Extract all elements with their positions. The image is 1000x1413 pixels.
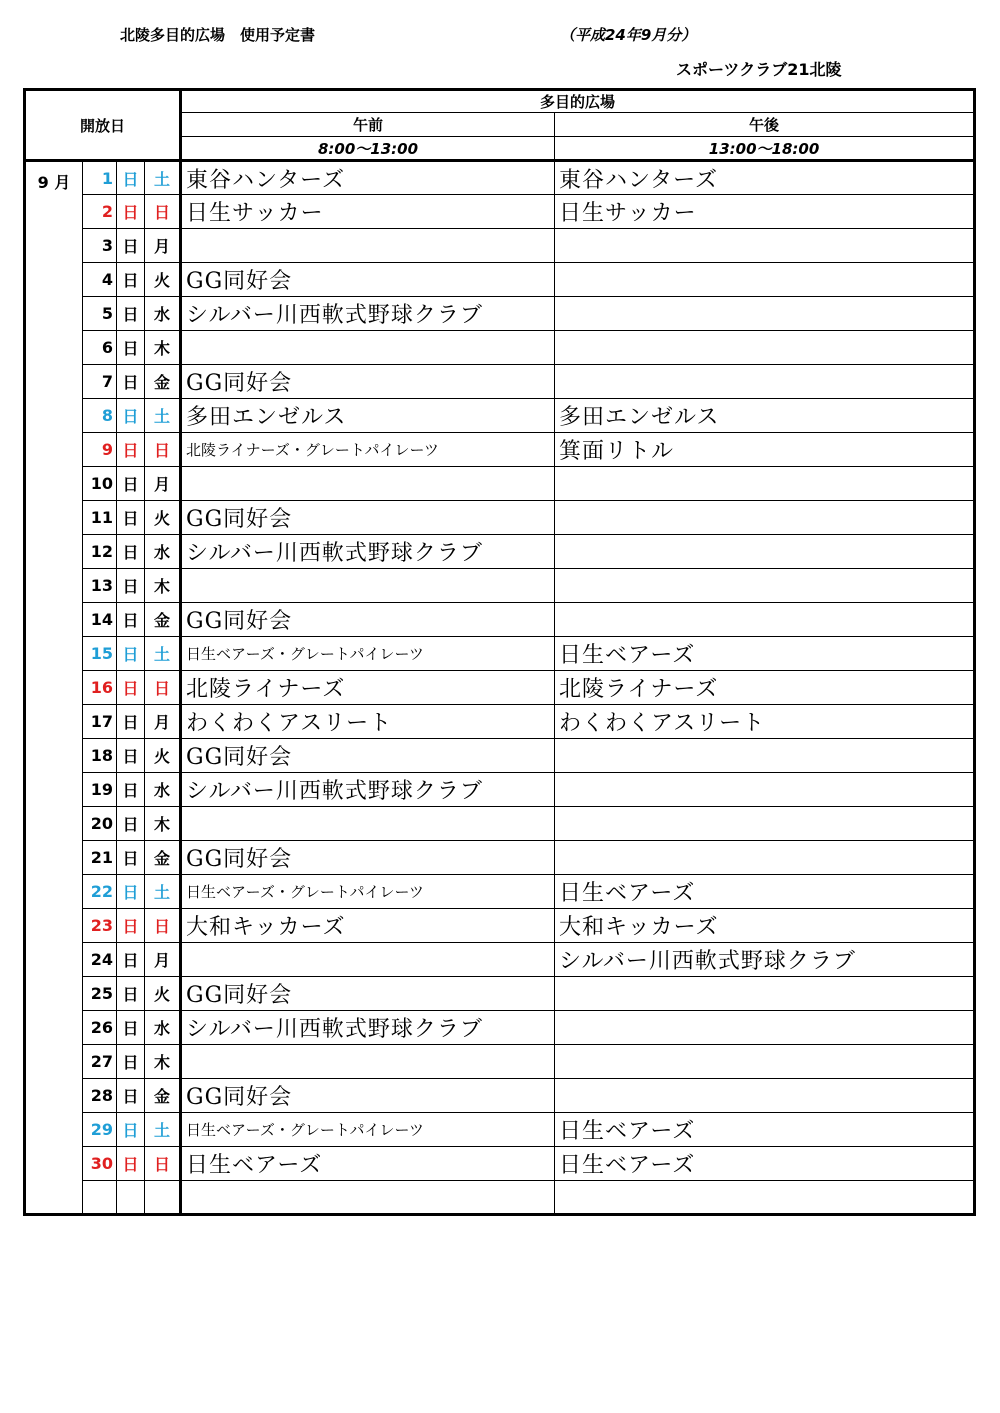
morning-booking: GG同好会 — [181, 977, 555, 1011]
weekday: 月 — [145, 943, 181, 977]
day-number: 2 — [83, 195, 117, 229]
morning-booking — [181, 229, 555, 263]
schedule-row — [25, 263, 975, 297]
weekday: 月 — [145, 229, 181, 263]
weekday: 金 — [145, 603, 181, 637]
weekday: 金 — [145, 365, 181, 399]
schedule-row — [25, 807, 975, 841]
day-number: 12 — [83, 535, 117, 569]
organization-name: スポーツクラブ21北陵 — [676, 60, 842, 79]
morning-booking: 日生ベアーズ・グレートパイレーツ — [181, 637, 555, 671]
day-number: 26 — [83, 1011, 117, 1045]
weekday: 日 — [145, 909, 181, 943]
day-number — [83, 1181, 117, 1215]
schedule-row — [25, 331, 975, 365]
day-unit: 日 — [117, 161, 145, 195]
morning-booking: 多田エンゼルス — [181, 399, 555, 433]
weekday: 木 — [145, 807, 181, 841]
morning-booking: 東谷ハンターズ — [181, 161, 555, 195]
day-number: 20 — [83, 807, 117, 841]
afternoon-header: 午後 — [555, 113, 975, 137]
morning-booking — [181, 569, 555, 603]
weekday: 土 — [145, 637, 181, 671]
weekday: 水 — [145, 1011, 181, 1045]
afternoon-booking: 日生ベアーズ — [555, 1113, 975, 1147]
day-number: 5 — [83, 297, 117, 331]
weekday: 火 — [145, 977, 181, 1011]
afternoon-booking — [555, 1011, 975, 1045]
morning-booking — [181, 807, 555, 841]
weekday: 日 — [145, 433, 181, 467]
schedule-row — [25, 1147, 975, 1181]
schedule-table — [23, 88, 976, 1216]
morning-booking: シルバー川西軟式野球クラブ — [181, 773, 555, 807]
schedule-row — [25, 705, 975, 739]
day-unit: 日 — [117, 943, 145, 977]
day-unit: 日 — [117, 195, 145, 229]
morning-booking: シルバー川西軟式野球クラブ — [181, 297, 555, 331]
weekday: 日 — [145, 195, 181, 229]
day-unit: 日 — [117, 1113, 145, 1147]
morning-booking: GG同好会 — [181, 501, 555, 535]
day-unit: 日 — [117, 1079, 145, 1113]
weekday: 月 — [145, 705, 181, 739]
day-number: 6 — [83, 331, 117, 365]
day-number: 8 — [83, 399, 117, 433]
afternoon-booking — [555, 501, 975, 535]
morning-booking: シルバー川西軟式野球クラブ — [181, 1011, 555, 1045]
afternoon-booking — [555, 297, 975, 331]
day-number: 23 — [83, 909, 117, 943]
schedule-row — [25, 1011, 975, 1045]
day-number: 30 — [83, 1147, 117, 1181]
morning-booking: GG同好会 — [181, 365, 555, 399]
document-title: 北陵多目的広場 使用予定書 — [120, 26, 316, 44]
day-unit: 日 — [117, 739, 145, 773]
afternoon-booking: 多田エンゼルス — [555, 399, 975, 433]
day-unit: 日 — [117, 365, 145, 399]
day-unit: 日 — [117, 841, 145, 875]
schedule-row — [25, 365, 975, 399]
schedule-row — [25, 1181, 975, 1215]
weekday: 土 — [145, 1113, 181, 1147]
schedule-row — [25, 297, 975, 331]
day-unit: 日 — [117, 501, 145, 535]
schedule-row — [25, 875, 975, 909]
day-number: 18 — [83, 739, 117, 773]
day-number: 1 — [83, 161, 117, 195]
day-unit: 日 — [117, 977, 145, 1011]
day-number: 7 — [83, 365, 117, 399]
day-unit: 日 — [117, 1147, 145, 1181]
day-unit: 日 — [117, 1045, 145, 1079]
morning-booking: GG同好会 — [181, 1079, 555, 1113]
schedule-row — [25, 1113, 975, 1147]
schedule-row — [25, 739, 975, 773]
day-number: 11 — [83, 501, 117, 535]
day-number: 10 — [83, 467, 117, 501]
schedule-row — [25, 433, 975, 467]
schedule-row — [25, 603, 975, 637]
morning-booking: GG同好会 — [181, 603, 555, 637]
afternoon-booking: わくわくアスリート — [555, 705, 975, 739]
afternoon-booking — [555, 1181, 975, 1215]
schedule-row — [25, 569, 975, 603]
weekday: 火 — [145, 263, 181, 297]
morning-booking: シルバー川西軟式野球クラブ — [181, 535, 555, 569]
day-number: 22 — [83, 875, 117, 909]
day-unit: 日 — [117, 637, 145, 671]
day-number: 15 — [83, 637, 117, 671]
afternoon-booking: 日生サッカー — [555, 195, 975, 229]
day-unit: 日 — [117, 331, 145, 365]
morning-booking: 日生ベアーズ — [181, 1147, 555, 1181]
morning-booking — [181, 1045, 555, 1079]
day-unit: 日 — [117, 1011, 145, 1045]
morning-booking: 北陵ライナーズ・グレートパイレーツ — [181, 433, 555, 467]
day-number: 28 — [83, 1079, 117, 1113]
schedule-row — [25, 1045, 975, 1079]
schedule-row — [25, 399, 975, 433]
afternoon-booking — [555, 263, 975, 297]
afternoon-booking: シルバー川西軟式野球クラブ — [555, 943, 975, 977]
day-unit: 日 — [117, 399, 145, 433]
day-number: 4 — [83, 263, 117, 297]
afternoon-booking — [555, 569, 975, 603]
open-day-header: 開放日 — [25, 90, 181, 161]
afternoon-booking — [555, 807, 975, 841]
morning-booking — [181, 331, 555, 365]
weekday: 日 — [145, 671, 181, 705]
day-number: 19 — [83, 773, 117, 807]
afternoon-booking — [555, 739, 975, 773]
schedule-row — [25, 637, 975, 671]
weekday: 土 — [145, 161, 181, 195]
schedule-row — [25, 977, 975, 1011]
afternoon-booking: 大和キッカーズ — [555, 909, 975, 943]
afternoon-booking: 北陵ライナーズ — [555, 671, 975, 705]
morning-booking: GG同好会 — [181, 263, 555, 297]
day-unit: 日 — [117, 705, 145, 739]
morning-booking: 日生サッカー — [181, 195, 555, 229]
day-unit: 日 — [117, 467, 145, 501]
day-unit: 日 — [117, 875, 145, 909]
day-number: 9 — [83, 433, 117, 467]
day-number: 3 — [83, 229, 117, 263]
schedule-row — [25, 501, 975, 535]
day-unit: 日 — [117, 229, 145, 263]
weekday: 土 — [145, 875, 181, 909]
weekday — [145, 1181, 181, 1215]
morning-booking: 北陵ライナーズ — [181, 671, 555, 705]
afternoon-time: 13:00～18:00 — [555, 137, 975, 161]
day-number: 16 — [83, 671, 117, 705]
schedule-row — [25, 943, 975, 977]
weekday: 水 — [145, 535, 181, 569]
day-unit: 日 — [117, 909, 145, 943]
afternoon-booking — [555, 229, 975, 263]
afternoon-booking — [555, 535, 975, 569]
schedule-row — [25, 467, 975, 501]
weekday: 月 — [145, 467, 181, 501]
afternoon-booking: 日生ベアーズ — [555, 875, 975, 909]
day-unit: 日 — [117, 433, 145, 467]
morning-booking: 日生ベアーズ・グレートパイレーツ — [181, 1113, 555, 1147]
weekday: 水 — [145, 297, 181, 331]
day-number: 29 — [83, 1113, 117, 1147]
morning-booking — [181, 1181, 555, 1215]
day-unit: 日 — [117, 569, 145, 603]
weekday: 木 — [145, 1045, 181, 1079]
weekday: 火 — [145, 501, 181, 535]
month-cell: 9 月 — [25, 161, 83, 1215]
period-label: （平成24年9月分） — [560, 26, 697, 44]
venue-header: 多目的広場 — [181, 90, 975, 113]
afternoon-booking — [555, 1079, 975, 1113]
schedule-row — [25, 671, 975, 705]
day-unit: 日 — [117, 671, 145, 705]
day-number: 13 — [83, 569, 117, 603]
afternoon-booking — [555, 331, 975, 365]
day-number: 27 — [83, 1045, 117, 1079]
day-unit: 日 — [117, 297, 145, 331]
morning-booking: GG同好会 — [181, 841, 555, 875]
afternoon-booking — [555, 467, 975, 501]
schedule-row — [25, 535, 975, 569]
day-unit: 日 — [117, 263, 145, 297]
weekday: 木 — [145, 569, 181, 603]
morning-time: 8:00～13:00 — [181, 137, 555, 161]
morning-booking — [181, 943, 555, 977]
day-unit: 日 — [117, 535, 145, 569]
afternoon-booking — [555, 977, 975, 1011]
schedule-row — [25, 909, 975, 943]
morning-booking — [181, 467, 555, 501]
afternoon-booking: 箕面リトル — [555, 433, 975, 467]
afternoon-booking — [555, 603, 975, 637]
schedule-row — [25, 773, 975, 807]
afternoon-booking — [555, 773, 975, 807]
day-number: 21 — [83, 841, 117, 875]
morning-booking: 大和キッカーズ — [181, 909, 555, 943]
day-unit: 日 — [117, 773, 145, 807]
schedule-row — [25, 195, 975, 229]
afternoon-booking: 東谷ハンターズ — [555, 161, 975, 195]
weekday: 金 — [145, 1079, 181, 1113]
day-number: 25 — [83, 977, 117, 1011]
schedule-row — [25, 229, 975, 263]
schedule-row — [25, 161, 975, 195]
weekday: 火 — [145, 739, 181, 773]
day-number: 17 — [83, 705, 117, 739]
day-unit — [117, 1181, 145, 1215]
day-unit: 日 — [117, 807, 145, 841]
weekday: 土 — [145, 399, 181, 433]
morning-booking: GG同好会 — [181, 739, 555, 773]
morning-header: 午前 — [181, 113, 555, 137]
day-unit: 日 — [117, 603, 145, 637]
morning-booking: 日生ベアーズ・グレートパイレーツ — [181, 875, 555, 909]
weekday: 木 — [145, 331, 181, 365]
weekday: 水 — [145, 773, 181, 807]
morning-booking: わくわくアスリート — [181, 705, 555, 739]
afternoon-booking — [555, 365, 975, 399]
weekday: 日 — [145, 1147, 181, 1181]
day-number: 14 — [83, 603, 117, 637]
schedule-row — [25, 1079, 975, 1113]
afternoon-booking — [555, 1045, 975, 1079]
day-number: 24 — [83, 943, 117, 977]
afternoon-booking — [555, 841, 975, 875]
weekday: 金 — [145, 841, 181, 875]
afternoon-booking: 日生ベアーズ — [555, 637, 975, 671]
schedule-row — [25, 841, 975, 875]
afternoon-booking: 日生ベアーズ — [555, 1147, 975, 1181]
